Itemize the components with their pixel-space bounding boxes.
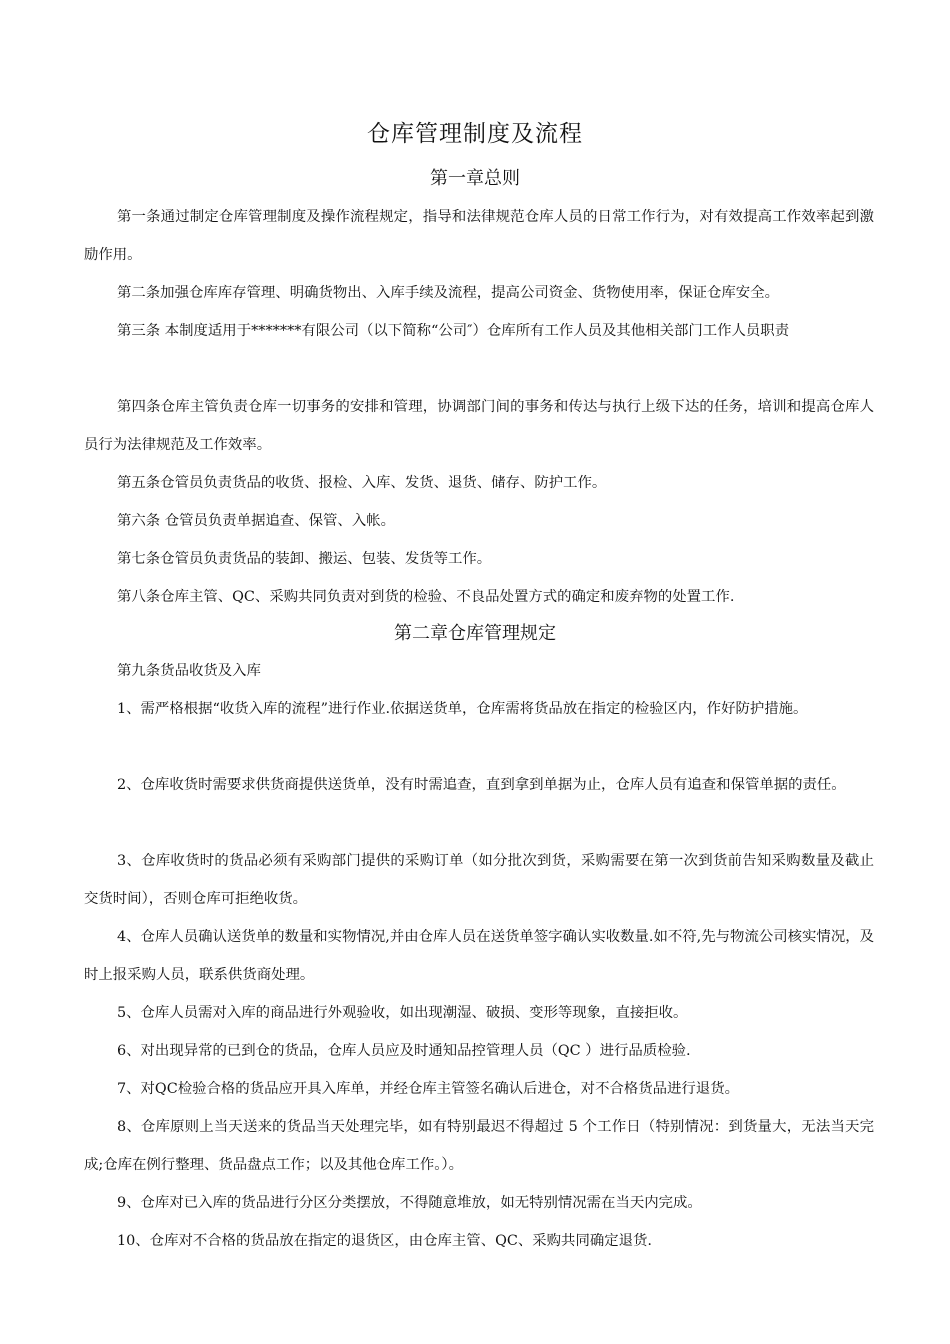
rule-item-7: 7、对QC检验合格的货品应开具入库单，并经仓库主管签名确认后进仓，对不合格货品进行退货。 (117, 1081, 739, 1097)
rule-item-9: 9、仓库对已入库的货品进行分区分类摆放，不得随意堆放，如无特别情况需在当天内完成。 (117, 1195, 702, 1211)
rule-item-6: 6、对出现异常的已到仓的货品，仓库人员应及时通知品控管理人员（QC ）进行品质检验. (117, 1043, 691, 1059)
rule-item-10: 10、仓库对不合格的货品放在指定的退货区，由仓库主管、QC、采购共同确定退货. (117, 1233, 652, 1249)
article-5: 第五条仓管员负责货品的收货、报检、入库、发货、退货、储存、防护工作。 (117, 475, 607, 491)
document-title: 仓库管理制度及流程 (367, 121, 583, 147)
article-9-title: 第九条货品收货及入库 (117, 663, 261, 679)
article-3: 第三条 本制度适用于*******有限公司（以下简称“公司″）仓库所有工作人员及其他相关部门工作人员职责 (117, 323, 790, 339)
rule-item-4: 4、仓库人员确认送货单的数量和实物情况,并由仓库人员在送货单签字确认实收数量.如不符,先与物流公司核实情况，及时上报采购人员，联系供货商处理。 (84, 929, 874, 983)
chapter-2-heading: 第二章仓库管理规定 (394, 623, 556, 644)
rule-item-1: 1、需严格根据“收货入库的流程”进行作业.依据送货单，仓库需将货品放在指定的检验区内，作好防护措施。 (117, 701, 808, 717)
article-2: 第二条加强仓库库存管理、明确货物出、入库手续及流程，提高公司资金、货物使用率，保证仓库安全。 (117, 285, 779, 301)
chapter-1-heading: 第一章总则 (430, 168, 520, 189)
article-4: 第四条仓库主管负责仓库一切事务的安排和管理，协调部门间的事务和传达与执行上级下达的任务，培训和提高仓库人员行为法律规范及工作效率。 (84, 399, 874, 453)
article-1: 第一条通过制定仓库管理制度及操作流程规定，指导和法律规范仓库人员的日常工作行为，对有效提高工作效率起到激励作用。 (84, 209, 874, 263)
rule-item-3: 3、仓库收货时的货品必须有采购部门提供的采购订单（如分批次到货，采购需要在第一次到货前告知采购数量及截止交货时间），否则仓库可拒绝收货。 (84, 853, 874, 907)
rule-item-5: 5、仓库人员需对入库的商品进行外观验收，如出现潮湿、破损、变形等现象，直接拒收。 (117, 1005, 688, 1021)
article-6: 第六条 仓管员负责单据追查、保管、入帐。 (117, 513, 395, 529)
rule-item-2: 2、仓库收货时需要求供货商提供送货单，没有时需追查，直到拿到单据为止，仓库人员有追查和保管单据的责任。 (117, 777, 846, 793)
article-8: 第八条仓库主管、QC、采购共同负责对到货的检验、不良品处置方式的确定和废弃物的处置工作. (117, 589, 735, 605)
article-7: 第七条仓管员负责货品的装卸、搬运、包装、发货等工作。 (117, 551, 492, 567)
rule-item-8: 8、仓库原则上当天送来的货品当天处理完毕，如有特别最迟不得超过 5 个工作日（特别情况：到货量大，无法当天完成;仓库在例行整理、货品盘点工作；以及其他仓库工作。）。 (84, 1119, 874, 1173)
